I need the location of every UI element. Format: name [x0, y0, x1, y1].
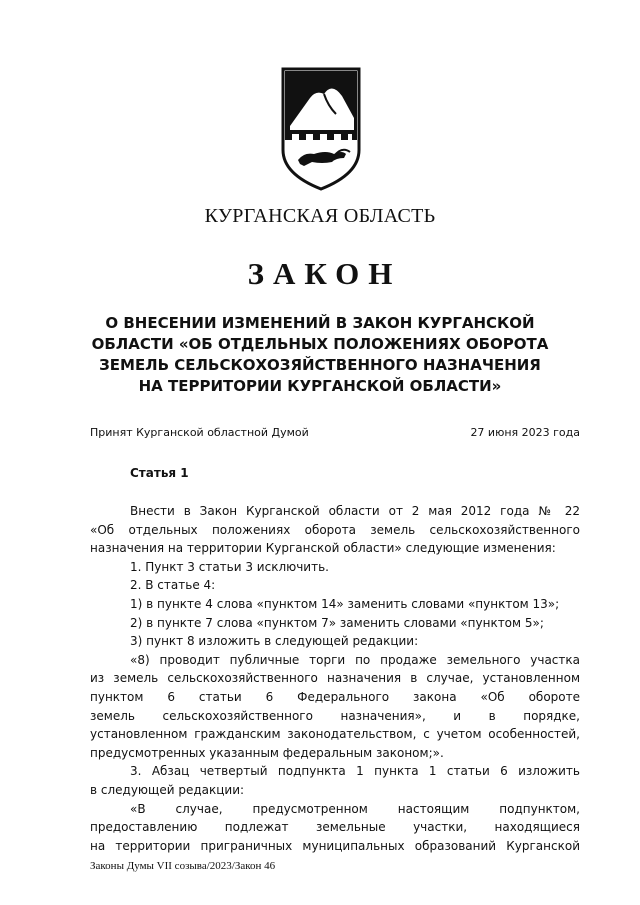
body-line: назначения на территории Курганской области» следующие изменения: [90, 541, 556, 556]
body-line: «Об отдельных положениях оборота земель сельскохозяйственного [90, 522, 580, 537]
body-line: на территории приграничных муниципальных образований Курганской [90, 838, 580, 853]
law-title-line: ОБЛАСТИ «ОБ ОТДЕЛЬНЫХ ПОЛОЖЕНИЯХ ОБОРОТА [91, 335, 549, 353]
body-line: «В случае, предусмотренном настоящим подпунктом, [130, 801, 580, 816]
adoption-line [90, 426, 580, 439]
coat-of-arms-icon [280, 66, 362, 192]
document-type: ЗАКОН [247, 256, 402, 291]
body-line: предоставлению подлежат земельные участки, находящиеся [90, 820, 580, 835]
body-line: 3) пункт 8 изложить в следующей редакции: [130, 634, 419, 649]
body-line: «8) проводит публичные торги по продаже земельного участка [130, 652, 580, 667]
body-line: установленном гражданским законодательством, с учетом особенностей, [90, 727, 580, 742]
body-line: в следующей редакции: [90, 782, 245, 797]
body-line: предусмотренных указанным федеральным законом;». [90, 745, 444, 760]
body-line: пунктом 6 статьи 6 Федерального закона «Об обороте [90, 689, 580, 704]
footer-reference: Законы Думы VII созыва/2023/Закон 46 [90, 860, 276, 872]
body-line: земель сельскохозяйственного назначения», и в порядке, [90, 708, 580, 723]
body-line: из земель сельскохозяйственного назначения в случае, установленном [90, 671, 580, 686]
adoption-date: 27 июня 2023 года [470, 426, 580, 439]
article-body [90, 502, 580, 855]
body-line: Внести в Закон Курганской области от 2 мая 2012 года № 22 [130, 504, 580, 518]
article-heading: Статья 1 [130, 466, 189, 480]
adopted-by: Принят Курганской областной Думой [90, 426, 309, 439]
body-line: 3. Абзац четвертый подпункта 1 пункта 1 статьи 6 изложить [130, 764, 580, 779]
body-line: 1. Пункт 3 статьи 3 исключить. [130, 559, 329, 574]
law-title-line: О ВНЕСЕНИИ ИЗМЕНЕНИЙ В ЗАКОН КУРГАНСКОЙ [105, 314, 535, 332]
body-line: 1) в пункте 4 слова «пунктом 14» заменить словами «пунктом 13»; [130, 596, 560, 611]
law-title-line: НА ТЕРРИТОРИИ КУРГАНСКОЙ ОБЛАСТИ» [138, 377, 502, 395]
law-title-line: ЗЕМЕЛЬ СЕЛЬСКОХОЗЯЙСТВЕННОГО НАЗНАЧЕНИЯ [99, 356, 541, 374]
body-line: 2. В статье 4: [130, 578, 216, 593]
body-line: 2) в пункте 7 слова «пунктом 7» заменить словами «пунктом 5»; [130, 615, 544, 630]
law-title [70, 313, 570, 397]
region-name: КУРГАНСКАЯ ОБЛАСТЬ [204, 205, 436, 227]
